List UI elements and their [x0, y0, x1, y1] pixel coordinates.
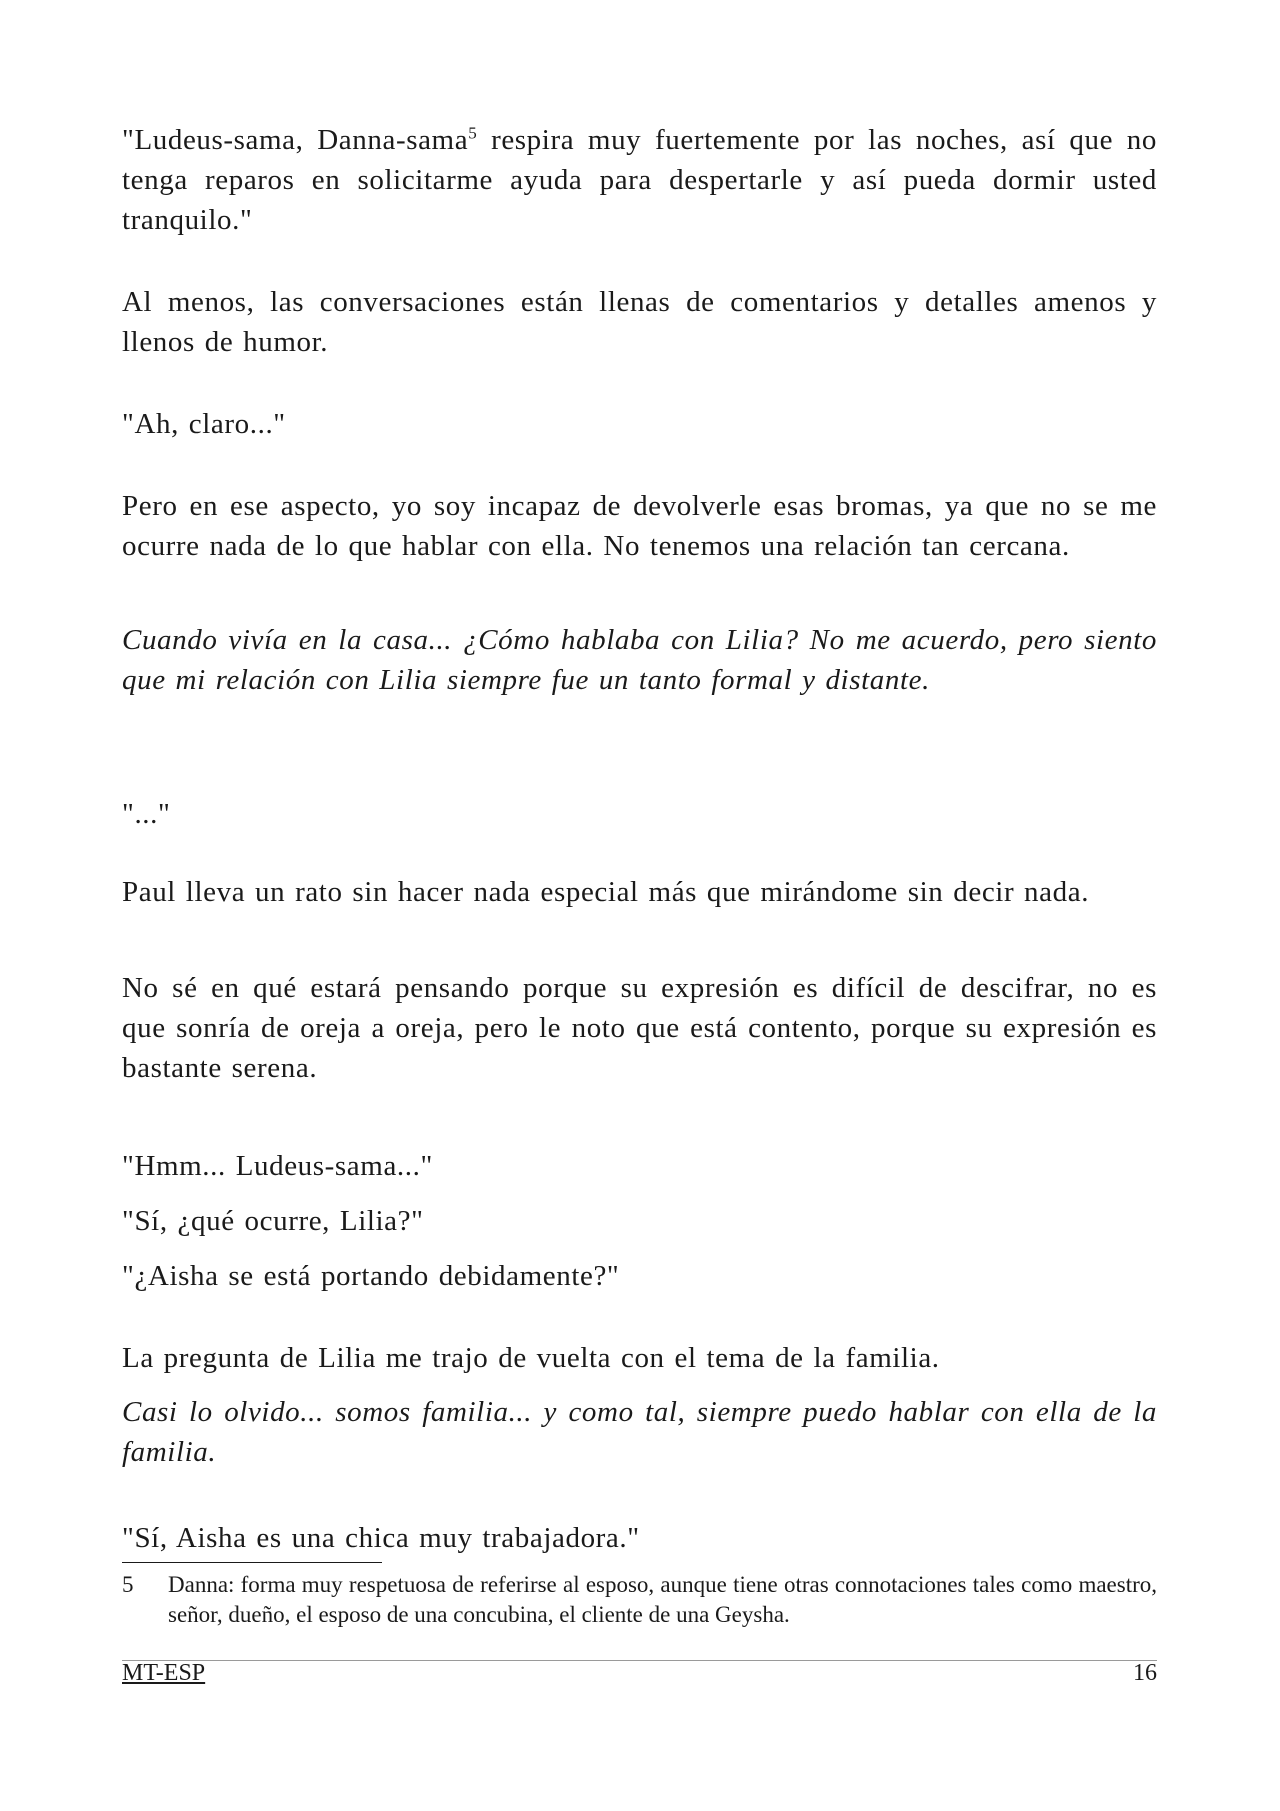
paragraph-13-italic: Casi lo olvido... somos familia... y como tal, siempre puedo hablar con ella de la familia.: [122, 1396, 1157, 1468]
page-number: 16: [1133, 1660, 1157, 1686]
footnote-ref: 5: [468, 123, 478, 143]
paragraph-2: Al menos, las conversaciones están llenas de comentarios y detalles amenos y llenos de humor.: [122, 286, 1157, 358]
footer-divider: [122, 1660, 1157, 1661]
footnote-text: Danna: forma muy respetuosa de referirse al esposo, aunque tiene otras connotaciones tales como maestro, señor, dueño, el esposo de una concubina, el cliente de una Geysha.: [168, 1572, 1157, 1627]
paragraph-12: La pregunta de Lilia me trajo de vuelta con el tema de la familia.: [122, 1342, 940, 1374]
paragraph-6: "...": [122, 798, 171, 830]
paragraph-11: "¿Aisha se está portando debidamente?": [122, 1260, 620, 1292]
paragraph-7: Paul lleva un rato sin hacer nada especial más que mirándome sin decir nada.: [122, 876, 1090, 908]
footnote-number: 5: [122, 1572, 134, 1597]
paragraph-8: No sé en qué estará pensando porque su expresión es difícil de descifrar, no es que sonría de oreja a oreja, pero le noto que está contento, porque su expresión es bastante serena.: [122, 972, 1157, 1084]
paragraph-4: Pero en ese aspecto, yo soy incapaz de devolverle esas bromas, ya que no se me ocurre nada de lo que hablar con ella. No tenemos una relación tan cercana.: [122, 490, 1157, 562]
paragraph-9: "Hmm... Ludeus-sama...": [122, 1150, 433, 1182]
footnote-separator: [122, 1562, 382, 1563]
footnote: [122, 1570, 1157, 1630]
paragraph-14: "Sí, Aisha es una chica muy trabajadora.": [122, 1522, 640, 1554]
paragraph-1: "Ludeus-sama, Danna-sama$^5$ respira muy fuertemente por las noches, así que no tenga reparos en solicitarme ayuda para despertarle y así pueda dormir usted tranquilo.": [122, 123, 1157, 236]
paragraph-5-italic: Cuando vivía en la casa... ¿Cómo hablaba con Lilia? No me acuerdo, pero siento que mi relación con Lilia siempre fue un tanto formal y distante.: [122, 624, 1157, 696]
paragraph-3: "Ah, claro...": [122, 408, 286, 440]
paragraph-10: "Sí, ¿qué ocurre, Lilia?": [122, 1205, 424, 1237]
footer-link[interactable]: MT-ESP: [122, 1660, 206, 1686]
